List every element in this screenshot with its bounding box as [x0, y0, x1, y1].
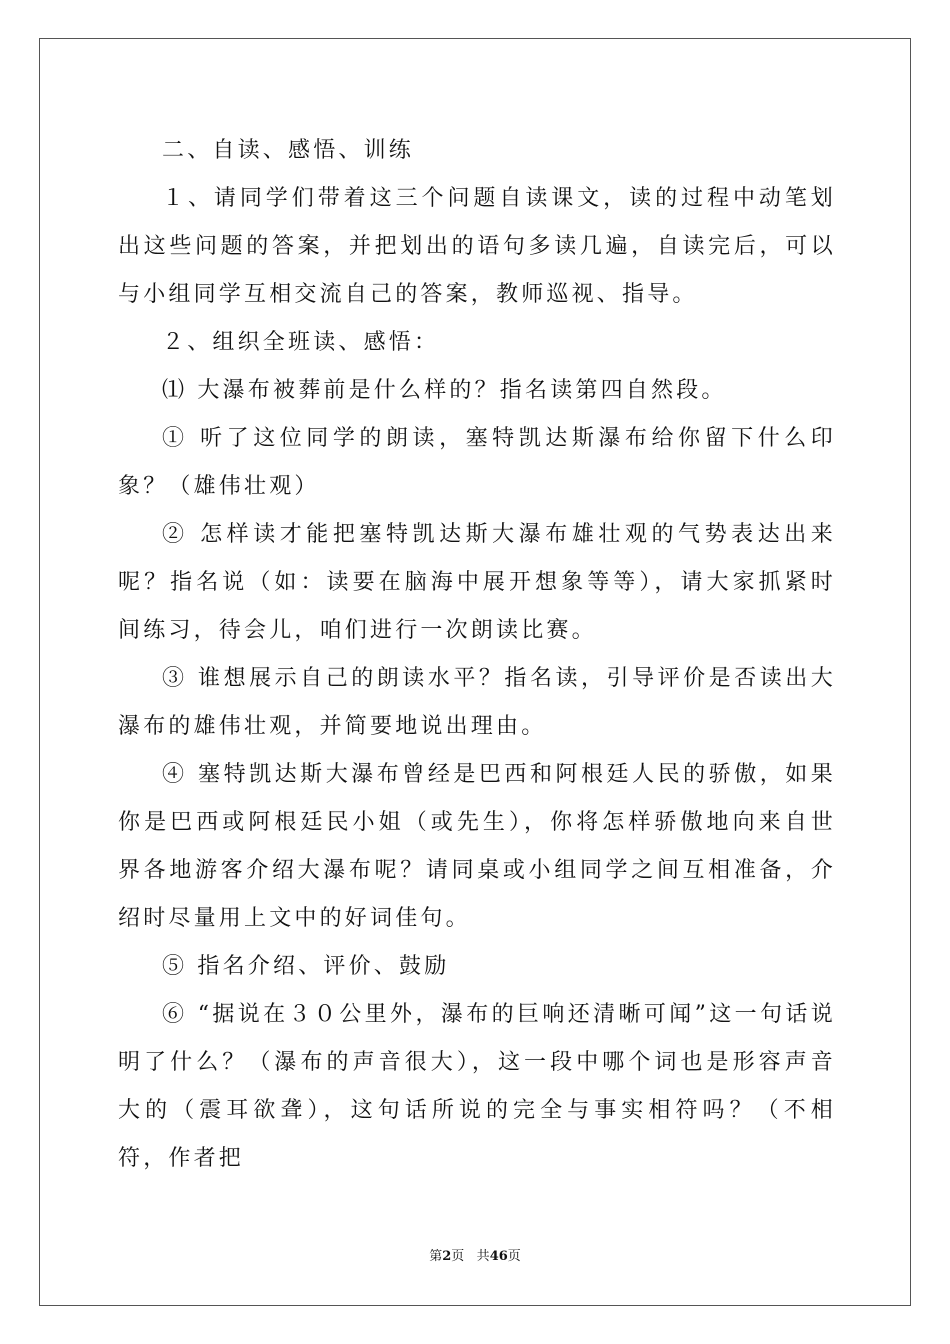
section-heading: 二、自读、感悟、训练	[162, 138, 415, 163]
current-page-number: 2	[442, 1249, 452, 1264]
page-footer	[0, 1245, 950, 1264]
paragraph: ④ 塞特凯达斯大瀑布曾经是巴西和阿根廷人民的骄傲，如果你是巴西或阿根廷民小姐（或先生），你将怎样骄傲地向来自世界各地游客介绍大瀑布呢？请同桌或小组同学之间互相准备，介绍时尽量用上文中的好词佳句。	[118, 762, 836, 931]
paragraph: ① 听了这位同学的朗读，塞特凯达斯瀑布给你留下什么印象？（雄伟壮观）	[118, 426, 836, 499]
page-unit: 页	[451, 1249, 465, 1264]
paragraph: ⑥ “据说在３０公里外，瀑布的巨响还清晰可闻”这一句话说明了什么？（瀑布的声音很大），这一段中哪个词也是形容声音大的（震耳欲聋），这句话所说的完全与事实相符吗？（不相符，作者把	[118, 1002, 836, 1171]
paragraph: ② 怎样读才能把塞特凯达斯大瀑布雄壮观的气势表达出来呢？指名说（如：读要在脑海中展开想象等等），请大家抓紧时间练习，待会儿，咱们进行一次朗读比赛。	[118, 522, 836, 643]
paragraph: ⑴ 大瀑布被葬前是什么样的？指名读第四自然段。	[162, 378, 727, 403]
document-body	[118, 127, 836, 1183]
total-unit: 页	[507, 1249, 521, 1264]
page-prefix: 第	[429, 1249, 443, 1264]
paragraph: ⑤ 指名介绍、评价、鼓励	[162, 954, 450, 979]
paragraph: ２、组织全班读、感悟：	[162, 330, 440, 355]
paragraph: １、请同学们带着这三个问题自读课文，读的过程中动笔划出这些问题的答案，并把划出的语句多读几遍，自读完后，可以与小组同学互相交流自己的答案，教师巡视、指导。	[118, 186, 836, 307]
total-page-count: 46	[489, 1249, 508, 1264]
paragraph: ③ 谁想展示自己的朗读水平？指名读，引导评价是否读出大瀑布的雄伟壮观，并简要地说出理由。	[118, 666, 836, 739]
total-prefix: 共	[476, 1249, 490, 1264]
